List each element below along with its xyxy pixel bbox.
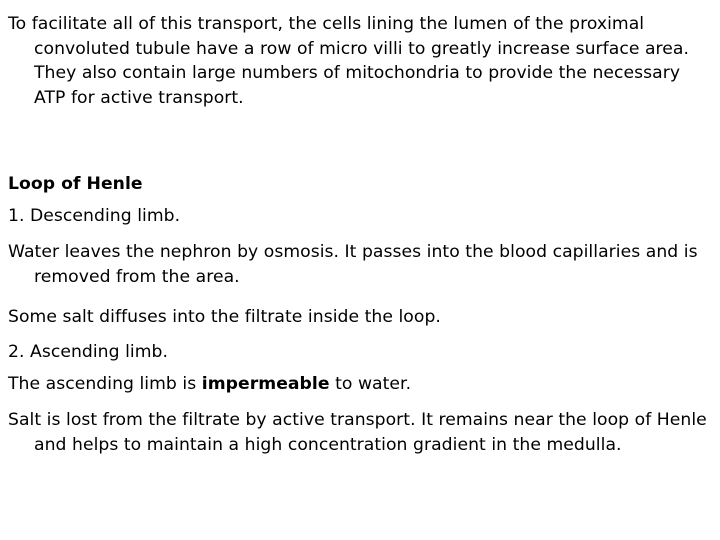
intro-paragraph: To facilitate all of this transport, the cells lining the lumen of the proximal convoluted tubule have a row of micro villi to greatly increase surface area. They also contain large numbers of mitochondria to provide the necessary ATP for active transport. bbox=[8, 14, 690, 108]
ascending-limb-label: 2. Ascending limb. bbox=[8, 342, 169, 362]
impermeable-text-after: to water. bbox=[329, 374, 412, 394]
descending-salt-paragraph: Some salt diffuses into the filtrate inside the loop. bbox=[8, 307, 441, 327]
descending-water-paragraph: Water leaves the nephron by osmosis. It passes into the blood capillaries and is removed from the area. bbox=[8, 242, 698, 287]
descending-limb-label: 1. Descending limb. bbox=[8, 206, 181, 226]
impermeable-text-before: The ascending limb is bbox=[8, 374, 202, 394]
ascending-salt-paragraph: Salt is lost from the filtrate by active transport. It remains near the loop of Henle and helps to maintain a high concentration gradient in the medulla. bbox=[8, 410, 707, 455]
ascending-impermeable-paragraph bbox=[8, 372, 710, 397]
impermeable-emphasis: impermeable bbox=[201, 374, 330, 394]
section-heading: Loop of Henle bbox=[8, 174, 143, 194]
